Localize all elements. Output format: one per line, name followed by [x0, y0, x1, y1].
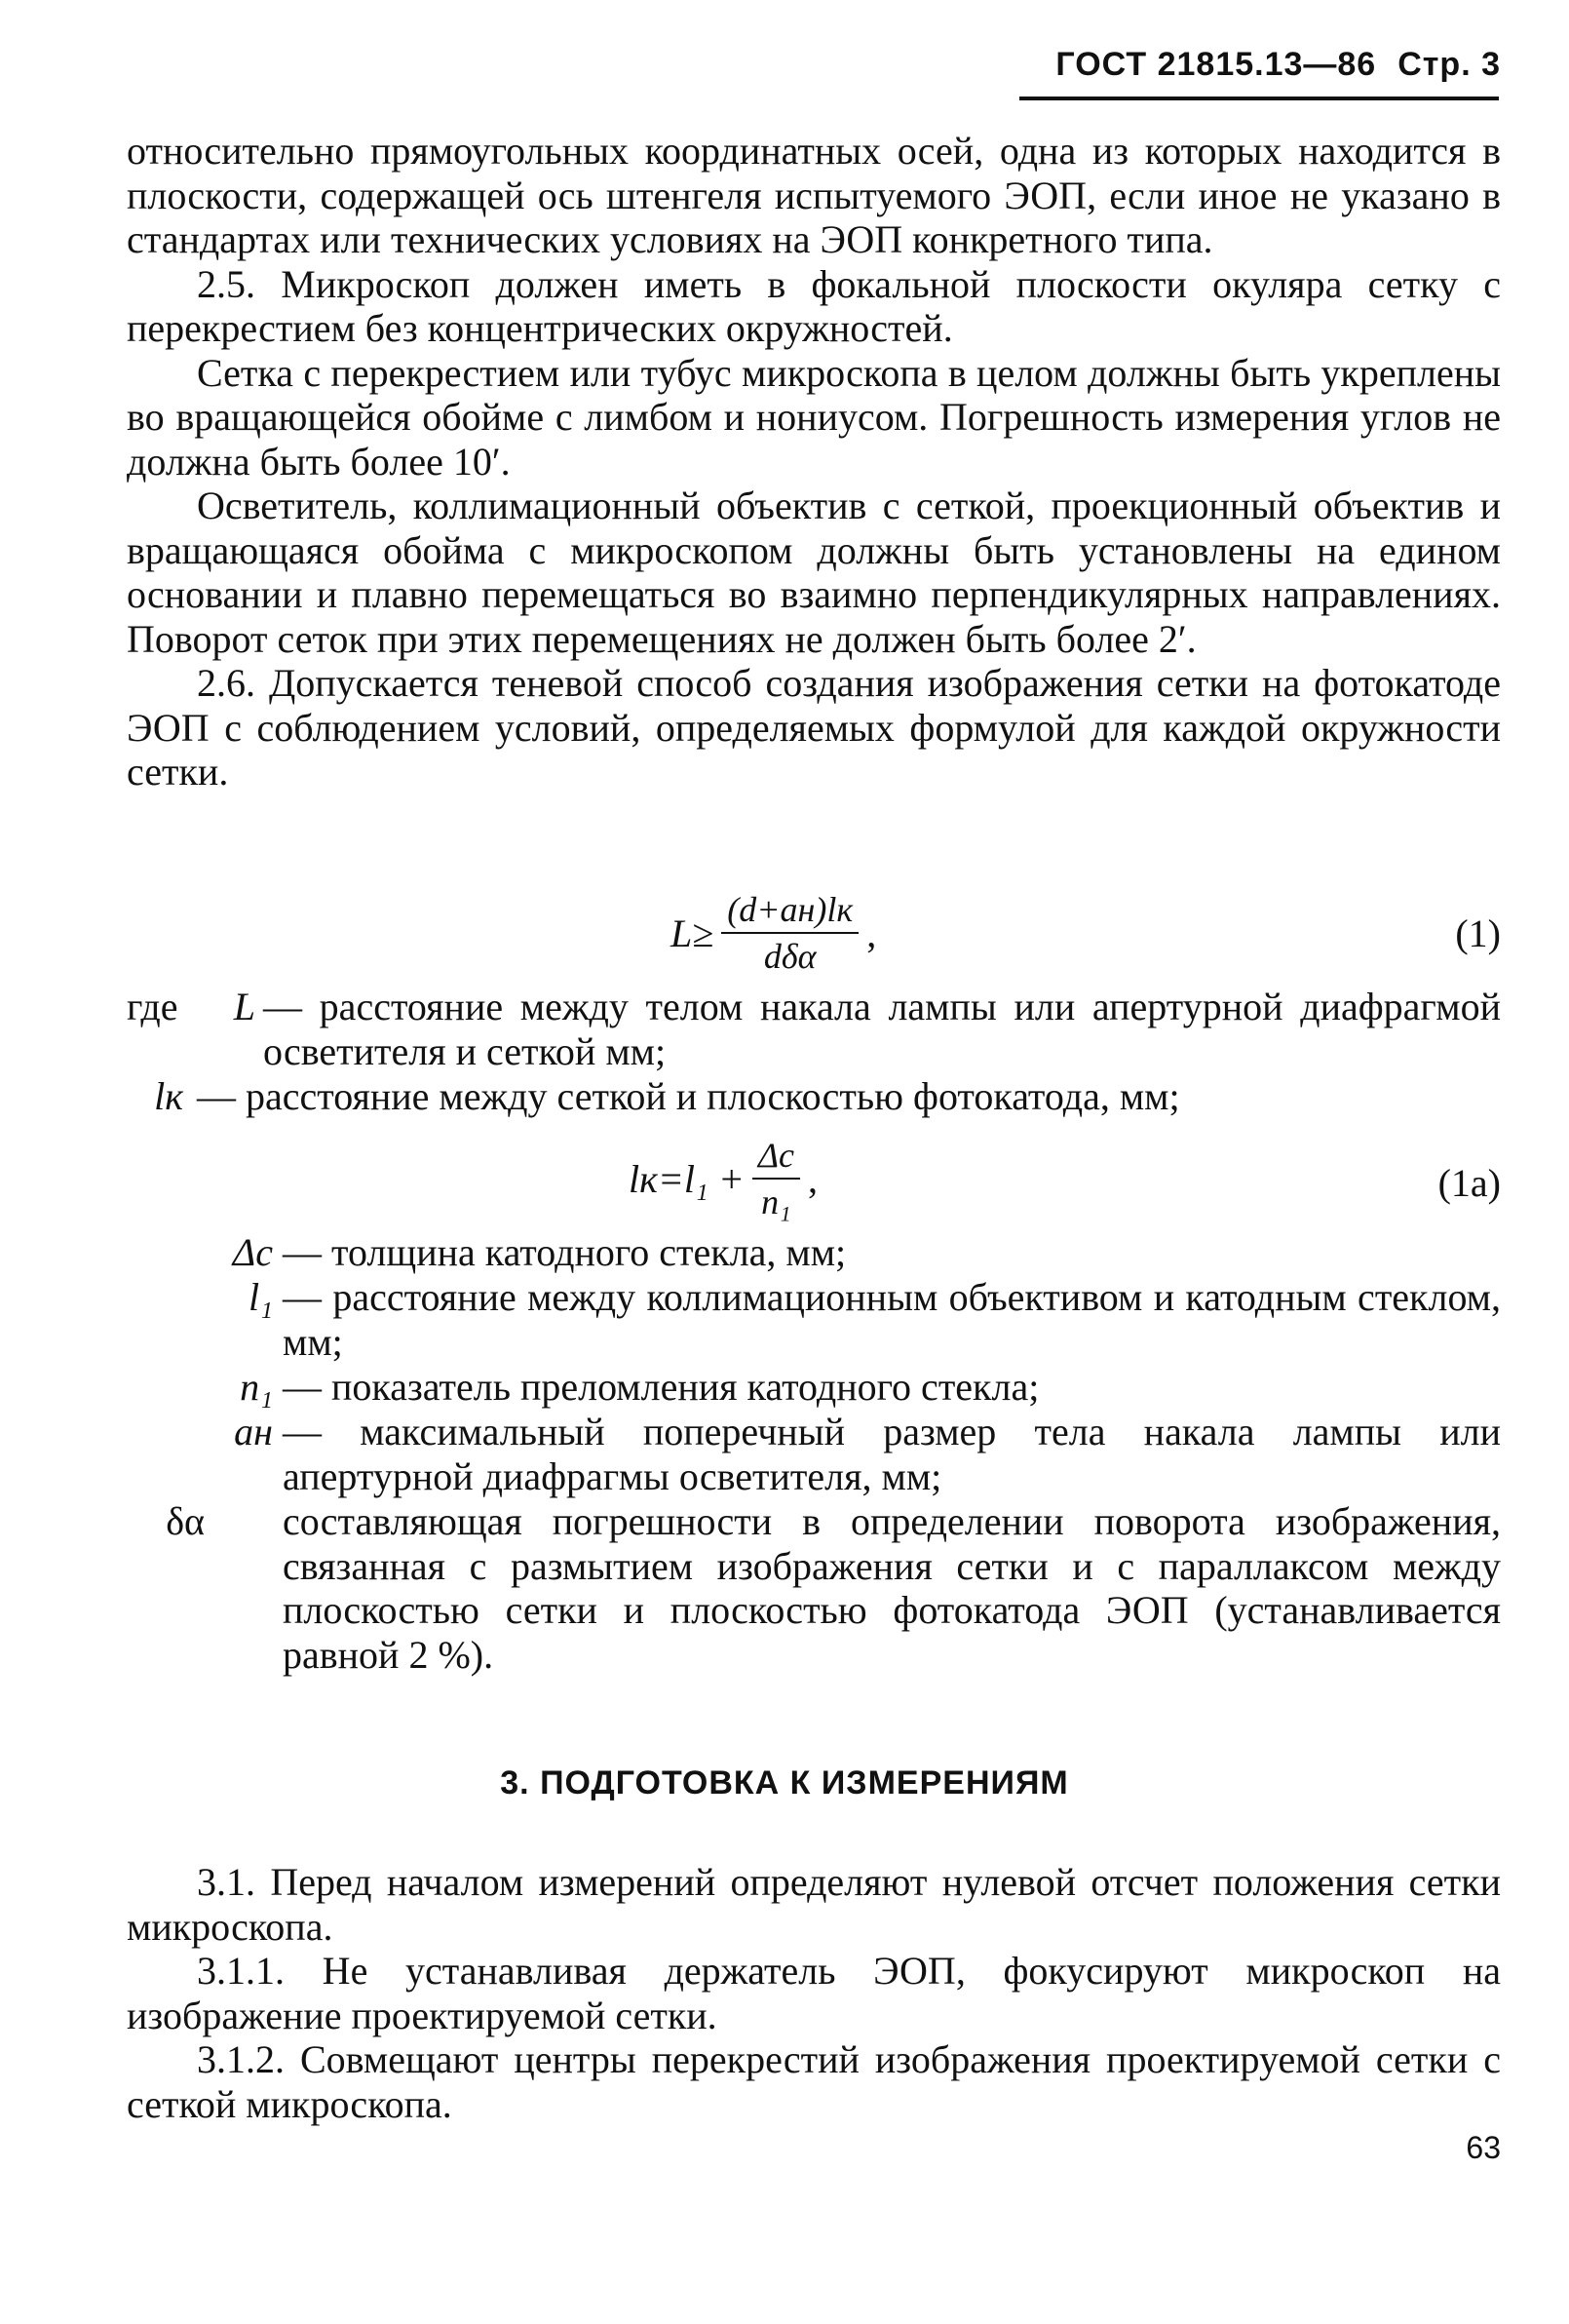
definition-n1: — показатель преломления катодного стекла; — [283, 1365, 1040, 1409]
where-word: где — [127, 985, 178, 1028]
symbol-delta-alpha: δα — [166, 1499, 205, 1543]
paragraph-3-1-1: 3.1.1. Не устанавливая держатель ЭОП, фокусируют микроскоп на изображение проектируемой сетки. — [127, 1949, 1501, 2037]
formula-1a-comma: , — [807, 1156, 818, 1201]
formula-1a-denominator: n₁ — [761, 1182, 791, 1221]
section-3-title: 3. ПОДГОТОВКА К ИЗМЕРЕНИЯМ — [500, 1764, 1069, 1801]
standard-code: ГОСТ 21815.13—86 — [1055, 45, 1377, 83]
formula-1a-fraction — [752, 1135, 800, 1222]
section-3-text — [127, 1860, 1501, 2126]
formula-1 — [670, 889, 876, 977]
page-label: Стр. 3 — [1397, 45, 1501, 83]
formula-1-denominator: dδα — [763, 937, 817, 976]
paragraph-grid-crosshair: Сетка с перекрестием или тубус микроскопа в целом должны быть укреплены во вращающейся обойме с лимбом и нониусом. Погрешность измерения углов не должна быть более 10′. — [127, 350, 1501, 484]
definition-an: — максимальный поперечный размер тела накала лампы или апертурной диафрагмы осветителя, мм; — [283, 1410, 1501, 1498]
formula-1a-numerator: Δc — [752, 1135, 800, 1180]
body-text-block — [127, 129, 1501, 794]
symbol-l1: l₁ — [248, 1275, 273, 1319]
symbol-lk: lк — [154, 1074, 183, 1118]
symbol-L: L — [233, 985, 255, 1028]
formula-1-numerator: (d+aн)lк — [721, 889, 859, 934]
definition-L: — расстояние между телом накала лампы или апертурной диафрагмой осветителя и сеткой мм; — [263, 985, 1501, 1073]
page-number: 63 — [1466, 2130, 1501, 2165]
symbol-an: aн — [234, 1410, 273, 1453]
definition-lk: — расстояние между сеткой и плоскостью фотокатода, мм; — [197, 1074, 1180, 1118]
definition-l1 — [283, 1275, 1501, 1364]
page-header — [1014, 37, 1501, 92]
formula-1-fraction — [721, 889, 859, 977]
formula-1a-number: (1а) — [1437, 1161, 1501, 1205]
formula-1-number: (1) — [1455, 911, 1501, 955]
definition-delta-alpha: составляющая погрешности в определении поворота изображения, связанная с размытием изображения сетки и с параллаксом между плоскостью сетки и плоскостью фотокатода ЭОП (устанавливается равной 2 %). — [283, 1499, 1501, 1677]
paragraph-2-6: 2.6. Допускается теневой способ создания изображения сетки на фотокатоде ЭОП с соблюдением условий, определяемых формулой для каждой окружности сетки. — [127, 661, 1501, 794]
paragraph-3-1-2: 3.1.2. Совмещают центры перекрестий изображения проектируемой сетки с сеткой микроскопа. — [127, 2037, 1501, 2126]
symbol-delta-c: Δc — [232, 1230, 273, 1274]
formula-1-comma: , — [866, 910, 877, 955]
paragraph-continuation: относительно прямоугольных координатных осей, одна из которых находится в плоскости, содержащей ось штенгеля испытуемого ЭОП, если иное не указано в стандартах или технических условиях на ЭОП конкретного типа. — [127, 129, 1501, 261]
header-rule — [1019, 97, 1499, 100]
symbol-n1: n₁ — [240, 1365, 273, 1409]
definitions-block-2 — [127, 1230, 1501, 1679]
formula-1-lhs: L≥ — [670, 910, 714, 955]
definition-delta-c: — толщина катодного стекла, мм; — [283, 1230, 847, 1274]
formula-1a — [629, 1135, 818, 1222]
paragraph-2-5: 2.5. Микроскоп должен иметь в фокальной плоскости окуляра сетку с перекрестием без концентрических окружностей. — [127, 261, 1501, 350]
paragraph-3-1: 3.1. Перед началом измерений определяют нулевой отсчет положения сетки микроскопа. — [127, 1860, 1501, 1949]
definition-l1-text: — расстояние между коллимационным объективом и катодным стеклом, мм; — [283, 1275, 1501, 1364]
definitions-block-1 — [127, 985, 1501, 1121]
formula-1a-lhs: lк=l₁ + — [629, 1156, 745, 1201]
paragraph-illuminator: Осветитель, коллимационный объектив с сеткой, проекционный объектив и вращающаяся обойма с микроскопом должны быть установлены на едином основании и плавно перемещаться во взаимно перпендикулярных направлениях. Поворот сеток при этих перемещениях не должен быть более 2′. — [127, 484, 1501, 661]
